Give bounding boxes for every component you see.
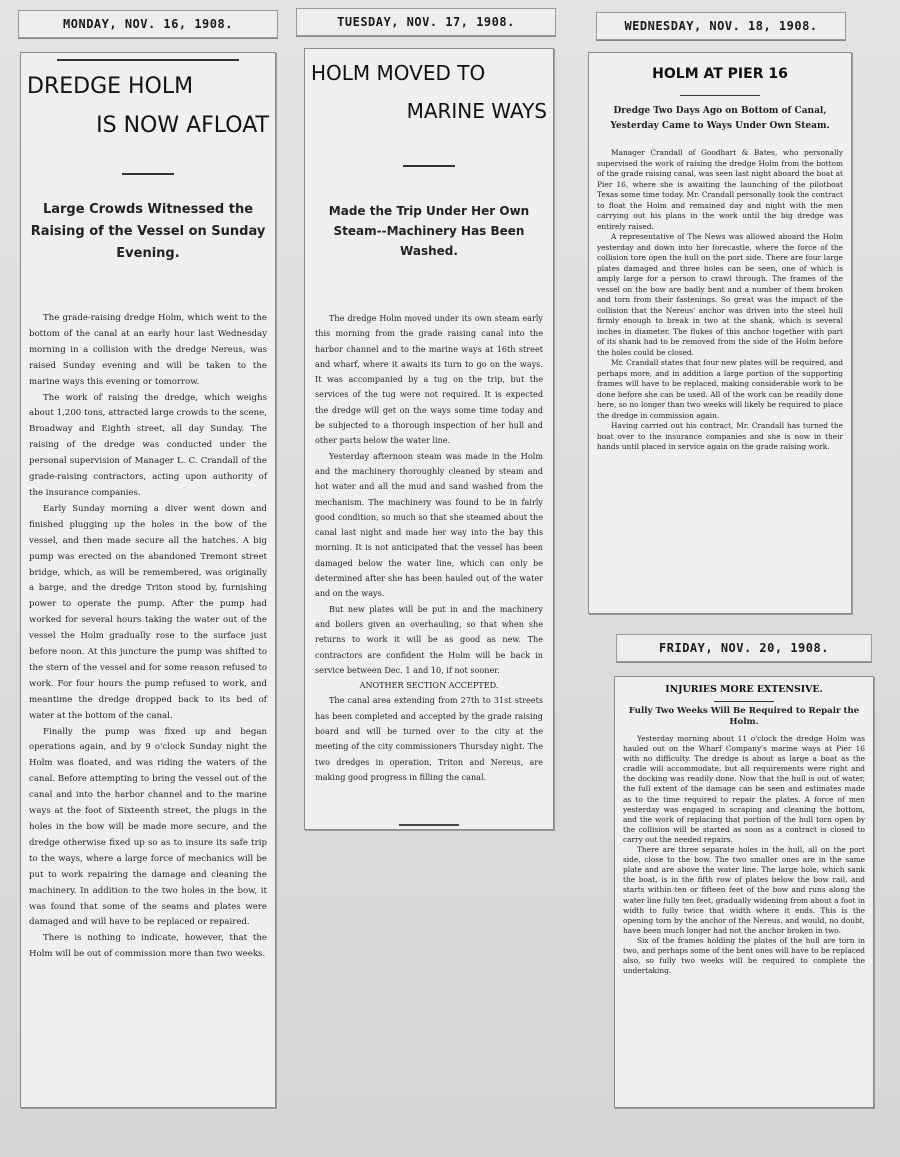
paragraph: The dredge Holm moved under its own steam early this morning from the grade raising canal into the harbor channel and to the marine ways at 16th street and wharf, where it awaits its turn to go on the ways. It was accompanied by a tug on the trip, but the services of the tug were not required. It is expected the dredge will get on the ways some time today and be subjected to a thorough inspection of her hull and other parts below the water line. <box>315 313 543 446</box>
divider <box>680 95 760 96</box>
divider <box>122 173 174 175</box>
paragraph: Yesterday morning about 11 o'clock the dredge Holm was hauled out on the Wharf Company's marine ways at Pier 16 with no difficulty. The dredge is about as large a boat as the cradle will accommodate, but all requirements were right and the docking was readily done. Now that the hull is out of water, the full extent of the damage can be seen and estimates made as to the time required to repair the plates. A force of men yesterday was engaged in scraping and cleaning the bottom, and the work of replacing that portion of the hull torn open by the collision will be started as soon as a contract is closed to carry out the needed repairs. <box>623 734 865 844</box>
headline-line-1: HOLM MOVED TO <box>311 61 486 85</box>
headline-line-1: DREDGE HOLM <box>27 74 194 99</box>
paragraph: Mr. Crandall states that four new plates will be required, and perhaps more, and in addition a large portion of the supporting frames will have to be replaced, making considerable work to be done before she can be used. All of the work can be readily done here, so no longer than two weeks will likely be required to place the dredge in commission again. <box>597 358 843 420</box>
subheadline: Made the Trip Under Her Own Steam--Machinery Has Been Washed. <box>328 204 530 258</box>
paragraph: The grade-raising dredge Holm, which went to the bottom of the canal at an early hour last Wednesday morning in a collision with the dredge Nereus, was raised Sunday evening and will be taken to the marine ways this evening or tomorrow. <box>29 313 267 387</box>
section-heading: ANOTHER SECTION ACCEPTED. <box>359 680 499 691</box>
dateline-monday: MONDAY, NOV. 16, 1908. <box>18 10 278 38</box>
paragraph: The canal area extending from 27th to 31st streets has been completed and accepted by the grade raising board and will be turned over to the city at the meeting of the city commissioners Thursday night. The two dredges in operation, Triton and Nereus, are making good progress in filling the canal. <box>315 695 543 782</box>
paragraph: A representative of The News was allowed aboard the Holm yesterday and down into her forecastle, where the force of the collision tore open the hull on the port side. There are four large plates damaged and three holes can be seen, one of which is amply large for a person to crawl through. The frames of the vessel on the bow are badly bent and a number of them broken and torn from their fastenings. So great was the impact of the collision that the Nereus' anchor was driven into the steel hull firmly enough to break in two at the shank, which is several inches in diameter. The flukes of this anchor together with part of its shank had to be removed from the side of the Holm before the holes could be closed. <box>597 232 843 357</box>
paragraph: Finally the pump was fixed up and began operations again, and by 9 o'clock Sunday night the Holm was floated, and was riding the waters of the canal. Before attempting to bring the vessel out of the canal and into the harbor channel and to the marine ways at the foot of Sixteenth street, the plugs in the holes in the bow will be made more secure, and the dredge otherwise fixed up so as to insure its safe trip to the ways, where a large force of mechanics will be put to work repairing the damage and cleaning the machinery. In addition to the two holes in the bow, it was found that some of the seams and plates were damaged and will have to be replaced or repaired. <box>29 726 267 928</box>
subheadline: Large Crowds Witnessed the Raising of the Vessel on Sunday Evening. <box>30 202 266 261</box>
paragraph: Having carried out his contract, Mr. Crandall has turned the boat over to the insurance companies and she is now in their hands until placed in service again on the grade raising work. <box>597 421 843 451</box>
headline: INJURIES MORE EXTENSIVE. <box>665 684 823 695</box>
dateline-friday: FRIDAY, NOV. 20, 1908. <box>616 634 872 662</box>
clipping-dredge-holm-afloat <box>20 52 276 1108</box>
article-body <box>597 148 843 453</box>
paragraph: There are three separate holes in the hull, all on the port side, close to the bow. The two smaller ones are in the same plate and are above the water line. The large hole, which sank the boat, is in the fifth row of plates below the bow rail, and starts within ten or fifteen feet of the bow and runs along the water line fully ten feet, gradually widening from about a foot in width to fully twice that width where it ends. This is the opening torn by the anchor of the Nereus, and would, no doubt, have been much longer had not the anchor broken in two. <box>623 845 865 935</box>
top-rule <box>57 59 239 61</box>
headline: HOLM AT PIER 16 <box>652 66 788 82</box>
dateline-wednesday: WEDNESDAY, NOV. 18, 1908. <box>596 12 846 40</box>
dateline-tuesday: TUESDAY, NOV. 17, 1908. <box>296 8 556 36</box>
clipping-holm-at-pier-16 <box>588 52 852 614</box>
clipping-holm-moved <box>304 48 554 830</box>
paragraph: But new plates will be put in and the machinery and boilers given an overhauling, so that when she returns to work it will be as good as new. The contractors are confident the Holm will be back in service between Dec. 1 and 10, if not sooner. <box>315 603 543 675</box>
paragraph: Six of the frames holding the plates of the hull are torn in two, and perhaps some of the bent ones will have to be replaced also, so fully two weeks will be required to complete the undertaking. <box>623 935 865 976</box>
paragraph: Early Sunday morning a diver went down and finished plugging up the holes in the bow of the vessel, and then made secure all the hatches. A big pump was erected on the abandoned Tremont street bridge, which, as will be remembered, was originally a barge, and the dredge Triton stood by, furnishing power to operate the pump. After the pump had worked for several hours taking the water out of the vessel the Holm gradually rose to the surface just before noon. At this juncture the pump was shifted to the stern of the vessel and for some reason refused to work. For four hours the pump refused to work, and meantime the dredge dropped back to its bed of water at the bottom of the canal. <box>29 503 267 721</box>
divider <box>714 701 774 702</box>
paragraph: The work of raising the dredge, which weighs about 1,200 tons, attracted large crowds to the scene, Broadway and Eighth street, all day Sunday. The raising of the dredge was conducted under the personal supervision of Manager L. C. Crandall of the grade-raising contractors, acting upon authority of the insurance companies. <box>29 392 267 498</box>
paragraph: There is nothing to indicate, however, that the Holm will be out of commission more than two weeks. <box>29 933 267 960</box>
article-body <box>29 311 267 963</box>
subheadline: Dredge Two Days Ago on Bottom of Canal, Yesterday Came to Ways Under Own Steam. <box>610 106 830 131</box>
divider <box>403 165 455 167</box>
bottom-rule <box>399 824 459 826</box>
clipping-injuries-more-extensive <box>614 676 874 1108</box>
article-body <box>315 311 543 785</box>
paragraph: Manager Crandall of Goodhart & Bates, who personally supervised the work of raising the dredge Holm from the bottom of the grade raising canal, was seen last night aboard the boat at Pier 16, where she is awaiting the launching of the pilotboat Texas some time today. Mr. Crandall personally took the contract to float the Holm and remained day and night with the men carrying out his plans in the work until the big dredge was entirely raised. <box>597 148 843 231</box>
headline-line-2: MARINE WAYS <box>406 99 547 123</box>
article-body <box>623 734 865 976</box>
subheadline: Fully Two Weeks Will Be Required to Repair the Holm. <box>628 706 860 727</box>
headline-line-2: IS NOW AFLOAT <box>96 113 269 138</box>
paragraph: Yesterday afternoon steam was made in the Holm and the machinery thoroughly cleaned by steam and hot water and all the mud and sand washed from the mechanism. The machinery was found to be in fairly good condition, so much so that she steamed about the canal last night and made her way into the bay this morning. It is not anticipated that the vessel has been damaged below the water line, which can only be determined after she has been hauled out of the water and on the ways. <box>315 450 543 599</box>
